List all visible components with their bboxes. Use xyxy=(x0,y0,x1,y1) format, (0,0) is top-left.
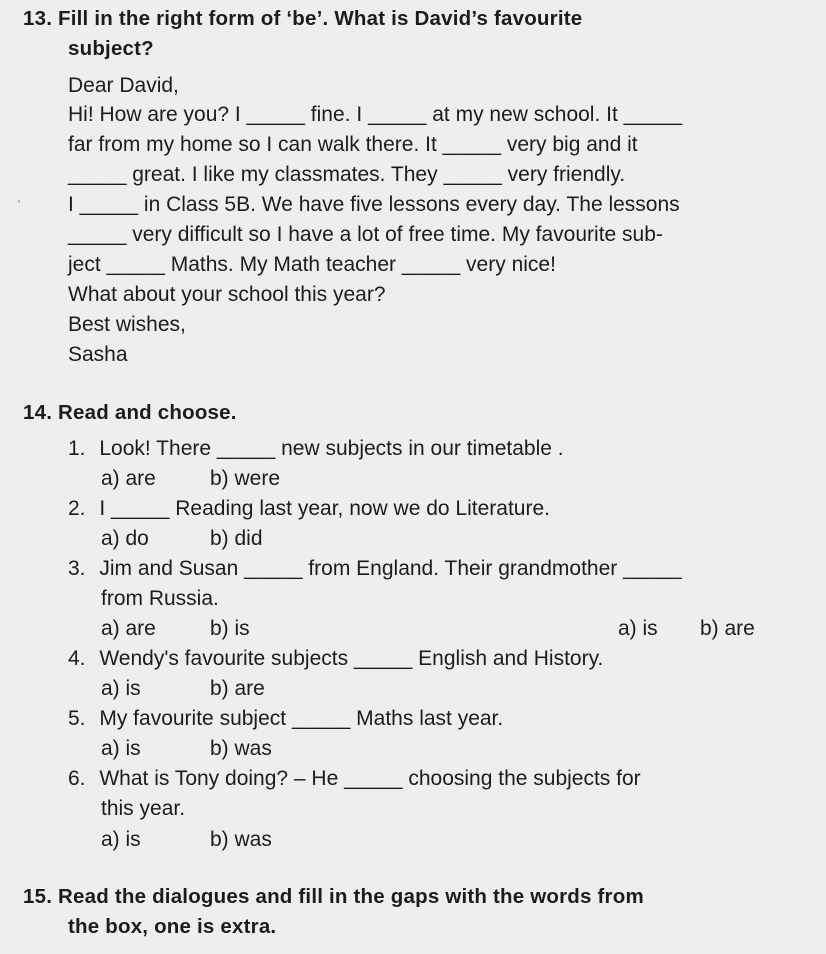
item-question: I _____ Reading last year, now we do Literature. xyxy=(99,497,550,520)
ex15-heading-line2: the box, one is extra. xyxy=(68,915,277,938)
ex13-heading-line2: subject? xyxy=(68,37,154,60)
ex14-item xyxy=(68,434,564,464)
letter-line: _____ great. I like my classmates. They _____ very friendly. xyxy=(68,163,626,186)
ex15-heading-line1: Read the dialogues and fill in the gaps with the words from xyxy=(58,885,644,908)
option-a: a) are xyxy=(101,617,156,640)
ex14-item xyxy=(68,764,641,794)
item-question-continued: this year. xyxy=(101,797,186,820)
item-number: 2. xyxy=(68,497,86,520)
option-b: b) was xyxy=(210,737,272,760)
option-b: b) are xyxy=(210,677,265,700)
ex14-item xyxy=(68,644,603,674)
option-b: b) were xyxy=(210,467,281,490)
ex13-heading xyxy=(23,4,582,34)
option-a: a) do xyxy=(101,527,149,550)
ex14-item xyxy=(68,494,550,524)
item-question: My favourite subject _____ Maths last year. xyxy=(99,707,504,730)
ex14-heading-text: Read and choose. xyxy=(58,401,237,424)
item-number: 1. xyxy=(68,437,86,460)
ex13-number: 13. xyxy=(23,7,53,30)
option-b: b) is xyxy=(210,617,250,640)
option-b: b) was xyxy=(210,828,272,851)
letter-line: What about your school this year? xyxy=(68,283,386,306)
option-a: a) is xyxy=(101,828,141,851)
letter-line: I _____ in Class 5B. We have five lessons every day. The lessons xyxy=(68,193,680,216)
letter-line: Hi! How are you? I _____ fine. I _____ at my new school. It _____ xyxy=(68,103,683,126)
item-number: 3. xyxy=(68,557,86,580)
item-question: Jim and Susan _____ from England. Their grandmother _____ xyxy=(99,557,682,580)
item-question: Look! There _____ new subjects in our timetable . xyxy=(99,437,564,460)
ex13-heading-line1: Fill in the right form of ‘be’. What is David’s favourite xyxy=(58,7,583,30)
ex15-heading xyxy=(23,882,644,912)
ex14-item xyxy=(68,704,503,734)
item-number: 4. xyxy=(68,647,86,670)
letter-line: ject _____ Maths. My Math teacher _____ very nice! xyxy=(68,253,556,276)
letter-closing: Best wishes, xyxy=(68,313,186,336)
option-a: a) are xyxy=(101,467,156,490)
option-a: a) is xyxy=(101,737,141,760)
option-b-second-gap: b) are xyxy=(700,617,755,640)
option-a-second-gap: a) is xyxy=(618,617,658,640)
item-number: 6. xyxy=(68,767,86,790)
item-question-continued: from Russia. xyxy=(101,587,219,610)
ex14-heading xyxy=(23,398,237,428)
ex15-number: 15. xyxy=(23,885,53,908)
scan-speck xyxy=(18,200,20,203)
letter-line: _____ very difficult so I have a lot of free time. My favourite sub- xyxy=(68,223,663,246)
item-question: What is Tony doing? – He _____ choosing the subjects for xyxy=(99,767,641,790)
letter-signature: Sasha xyxy=(68,343,128,366)
letter-line: far from my home so I can walk there. It _____ very big and it xyxy=(68,133,638,156)
option-a: a) is xyxy=(101,677,141,700)
item-question: Wendy's favourite subjects _____ English and History. xyxy=(99,647,604,670)
item-number: 5. xyxy=(68,707,86,730)
option-b: b) did xyxy=(210,527,263,550)
ex14-number: 14. xyxy=(23,401,53,424)
ex14-item xyxy=(68,554,682,584)
letter-greeting: Dear David, xyxy=(68,74,179,97)
